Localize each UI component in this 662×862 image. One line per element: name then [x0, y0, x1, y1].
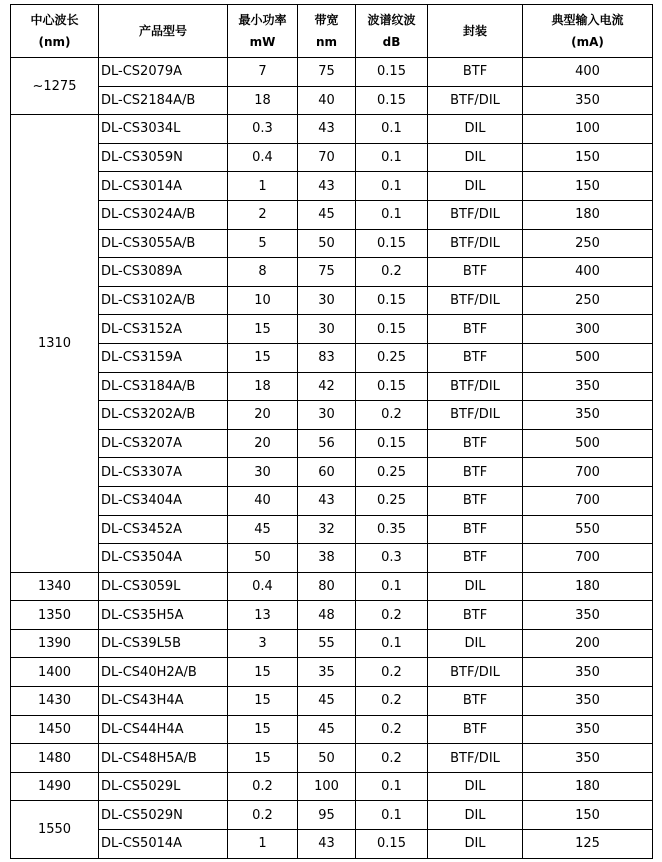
bandwidth-cell: 30: [298, 315, 356, 344]
min-power-cell: 13: [228, 601, 298, 630]
current-cell: 500: [523, 343, 653, 372]
table-row: [11, 572, 653, 601]
bandwidth-cell: 40: [298, 86, 356, 115]
header-bandwidth-line1: 带宽: [314, 13, 339, 27]
model-cell: DL-CS3207A: [99, 429, 228, 458]
ripple-cell: 0.15: [356, 830, 428, 859]
model-cell: DL-CS3034L: [99, 115, 228, 144]
model-cell: DL-CS2079A: [99, 58, 228, 87]
ripple-cell: 0.1: [356, 200, 428, 229]
ripple-cell: 0.1: [356, 572, 428, 601]
bandwidth-cell: 32: [298, 515, 356, 544]
wavelength-cell: 1350: [11, 601, 99, 630]
package-cell: BTF/DIL: [428, 401, 523, 430]
bandwidth-cell: 38: [298, 544, 356, 573]
header-ripple-line1: 波谱纹波: [367, 13, 416, 27]
table-row: [11, 286, 653, 315]
package-cell: BTF: [428, 687, 523, 716]
package-cell: BTF/DIL: [428, 229, 523, 258]
min-power-cell: 30: [228, 458, 298, 487]
min-power-cell: 45: [228, 515, 298, 544]
table-row: [11, 830, 653, 859]
current-cell: 150: [523, 143, 653, 172]
model-cell: DL-CS3504A: [99, 544, 228, 573]
min-power-cell: 15: [228, 343, 298, 372]
ripple-cell: 0.25: [356, 458, 428, 487]
min-power-cell: 15: [228, 687, 298, 716]
header-ripple-line2: dB: [382, 35, 401, 49]
min-power-cell: 15: [228, 715, 298, 744]
wavelength-cell: 1310: [11, 115, 99, 573]
bandwidth-cell: 43: [298, 486, 356, 515]
wavelength-cell: ~1275: [11, 58, 99, 115]
current-cell: 350: [523, 687, 653, 716]
table-row: [11, 715, 653, 744]
ripple-cell: 0.1: [356, 772, 428, 801]
package-cell: BTF: [428, 258, 523, 287]
table-row: [11, 601, 653, 630]
bandwidth-cell: 75: [298, 58, 356, 87]
min-power-cell: 0.3: [228, 115, 298, 144]
model-cell: DL-CS3024A/B: [99, 200, 228, 229]
table-row: [11, 744, 653, 773]
bandwidth-cell: 75: [298, 258, 356, 287]
table-row: [11, 372, 653, 401]
min-power-cell: 20: [228, 401, 298, 430]
table-row: [11, 629, 653, 658]
current-cell: 200: [523, 629, 653, 658]
current-cell: 180: [523, 572, 653, 601]
wavelength-cell: 1430: [11, 687, 99, 716]
header-current: [523, 5, 653, 58]
min-power-cell: 7: [228, 58, 298, 87]
model-cell: DL-CS3055A/B: [99, 229, 228, 258]
model-cell: DL-CS40H2A/B: [99, 658, 228, 687]
header-bandwidth: [298, 5, 356, 58]
current-cell: 100: [523, 115, 653, 144]
model-cell: DL-CS3307A: [99, 458, 228, 487]
header-row: [11, 5, 653, 58]
header-bandwidth-line2: nm: [315, 35, 338, 49]
package-cell: DIL: [428, 629, 523, 658]
current-cell: 700: [523, 544, 653, 573]
header-ripple: [356, 5, 428, 58]
bandwidth-cell: 30: [298, 286, 356, 315]
model-cell: DL-CS3014A: [99, 172, 228, 201]
ripple-cell: 0.2: [356, 687, 428, 716]
wavelength-cell: 1550: [11, 801, 99, 858]
ripple-cell: 0.2: [356, 258, 428, 287]
header-wavelength: [11, 5, 99, 58]
package-cell: BTF/DIL: [428, 744, 523, 773]
bandwidth-cell: 55: [298, 629, 356, 658]
model-cell: DL-CS5029L: [99, 772, 228, 801]
header-wavelength-line2: (nm): [38, 35, 71, 49]
table-row: [11, 401, 653, 430]
table-row: [11, 544, 653, 573]
current-cell: 350: [523, 601, 653, 630]
package-cell: DIL: [428, 143, 523, 172]
ripple-cell: 0.25: [356, 343, 428, 372]
bandwidth-cell: 45: [298, 715, 356, 744]
header-package-line1: 封装: [462, 24, 487, 38]
bandwidth-cell: 100: [298, 772, 356, 801]
ripple-cell: 0.2: [356, 401, 428, 430]
model-cell: DL-CS3159A: [99, 343, 228, 372]
ripple-cell: 0.25: [356, 486, 428, 515]
model-cell: DL-CS2184A/B: [99, 86, 228, 115]
package-cell: DIL: [428, 572, 523, 601]
ripple-cell: 0.15: [356, 86, 428, 115]
package-cell: BTF/DIL: [428, 200, 523, 229]
table-row: [11, 86, 653, 115]
min-power-cell: 3: [228, 629, 298, 658]
table-body: [11, 58, 653, 859]
current-cell: 250: [523, 286, 653, 315]
ripple-cell: 0.15: [356, 429, 428, 458]
min-power-cell: 50: [228, 544, 298, 573]
table-row: [11, 200, 653, 229]
model-cell: DL-CS3059N: [99, 143, 228, 172]
table-row: [11, 115, 653, 144]
table-row: [11, 58, 653, 87]
current-cell: 150: [523, 172, 653, 201]
ripple-cell: 0.15: [356, 58, 428, 87]
current-cell: 400: [523, 258, 653, 287]
current-cell: 350: [523, 86, 653, 115]
package-cell: BTF: [428, 58, 523, 87]
package-cell: BTF/DIL: [428, 372, 523, 401]
package-cell: BTF: [428, 544, 523, 573]
spec-table-container: [10, 4, 653, 859]
ripple-cell: 0.1: [356, 115, 428, 144]
min-power-cell: 8: [228, 258, 298, 287]
ripple-cell: 0.2: [356, 658, 428, 687]
package-cell: DIL: [428, 115, 523, 144]
current-cell: 350: [523, 401, 653, 430]
package-cell: DIL: [428, 801, 523, 830]
header-model-line1: 产品型号: [138, 24, 187, 38]
current-cell: 700: [523, 458, 653, 487]
current-cell: 180: [523, 772, 653, 801]
table-row: [11, 343, 653, 372]
header-wavelength-line1: 中心波长: [30, 13, 79, 27]
table-row: [11, 772, 653, 801]
model-cell: DL-CS3452A: [99, 515, 228, 544]
ripple-cell: 0.15: [356, 229, 428, 258]
ripple-cell: 0.2: [356, 715, 428, 744]
min-power-cell: 0.2: [228, 772, 298, 801]
model-cell: DL-CS3404A: [99, 486, 228, 515]
current-cell: 350: [523, 715, 653, 744]
bandwidth-cell: 43: [298, 115, 356, 144]
bandwidth-cell: 70: [298, 143, 356, 172]
model-cell: DL-CS3089A: [99, 258, 228, 287]
laser-spec-table: [10, 4, 653, 859]
min-power-cell: 5: [228, 229, 298, 258]
table-row: [11, 229, 653, 258]
bandwidth-cell: 42: [298, 372, 356, 401]
bandwidth-cell: 83: [298, 343, 356, 372]
ripple-cell: 0.15: [356, 315, 428, 344]
ripple-cell: 0.1: [356, 172, 428, 201]
ripple-cell: 0.1: [356, 629, 428, 658]
min-power-cell: 2: [228, 200, 298, 229]
package-cell: DIL: [428, 830, 523, 859]
table-row: [11, 458, 653, 487]
header-model: [99, 5, 228, 58]
table-row: [11, 258, 653, 287]
table-row: [11, 515, 653, 544]
model-cell: DL-CS39L5B: [99, 629, 228, 658]
header-min-power: [228, 5, 298, 58]
table-row: [11, 687, 653, 716]
table-row: [11, 658, 653, 687]
package-cell: BTF: [428, 458, 523, 487]
package-cell: BTF/DIL: [428, 86, 523, 115]
current-cell: 700: [523, 486, 653, 515]
bandwidth-cell: 30: [298, 401, 356, 430]
table-row: [11, 429, 653, 458]
wavelength-cell: 1400: [11, 658, 99, 687]
min-power-cell: 40: [228, 486, 298, 515]
model-cell: DL-CS3059L: [99, 572, 228, 601]
header-package: [428, 5, 523, 58]
header-min-power-line2: mW: [249, 35, 276, 49]
model-cell: DL-CS44H4A: [99, 715, 228, 744]
bandwidth-cell: 50: [298, 229, 356, 258]
header-current-line2: (mA): [571, 35, 604, 49]
package-cell: BTF: [428, 515, 523, 544]
current-cell: 350: [523, 744, 653, 773]
ripple-cell: 0.2: [356, 601, 428, 630]
ripple-cell: 0.35: [356, 515, 428, 544]
min-power-cell: 0.2: [228, 801, 298, 830]
ripple-cell: 0.15: [356, 372, 428, 401]
model-cell: DL-CS48H5A/B: [99, 744, 228, 773]
bandwidth-cell: 60: [298, 458, 356, 487]
package-cell: BTF: [428, 715, 523, 744]
header-current-line1: 典型输入电流: [551, 13, 624, 27]
current-cell: 400: [523, 58, 653, 87]
package-cell: DIL: [428, 772, 523, 801]
table-row: [11, 486, 653, 515]
wavelength-cell: 1450: [11, 715, 99, 744]
bandwidth-cell: 45: [298, 200, 356, 229]
current-cell: 125: [523, 830, 653, 859]
ripple-cell: 0.15: [356, 286, 428, 315]
table-header: [11, 5, 653, 58]
wavelength-cell: 1490: [11, 772, 99, 801]
current-cell: 300: [523, 315, 653, 344]
min-power-cell: 10: [228, 286, 298, 315]
bandwidth-cell: 35: [298, 658, 356, 687]
min-power-cell: 18: [228, 372, 298, 401]
min-power-cell: 18: [228, 86, 298, 115]
header-min-power-line1: 最小功率: [238, 13, 287, 27]
model-cell: DL-CS43H4A: [99, 687, 228, 716]
current-cell: 350: [523, 658, 653, 687]
bandwidth-cell: 45: [298, 687, 356, 716]
package-cell: BTF: [428, 486, 523, 515]
min-power-cell: 0.4: [228, 143, 298, 172]
bandwidth-cell: 43: [298, 830, 356, 859]
model-cell: DL-CS3202A/B: [99, 401, 228, 430]
bandwidth-cell: 50: [298, 744, 356, 773]
model-cell: DL-CS5029N: [99, 801, 228, 830]
package-cell: BTF: [428, 315, 523, 344]
wavelength-cell: 1390: [11, 629, 99, 658]
min-power-cell: 15: [228, 658, 298, 687]
table-row: [11, 315, 653, 344]
wavelength-cell: 1340: [11, 572, 99, 601]
bandwidth-cell: 48: [298, 601, 356, 630]
ripple-cell: 0.2: [356, 744, 428, 773]
min-power-cell: 20: [228, 429, 298, 458]
package-cell: BTF/DIL: [428, 658, 523, 687]
ripple-cell: 0.1: [356, 143, 428, 172]
package-cell: DIL: [428, 172, 523, 201]
model-cell: DL-CS3184A/B: [99, 372, 228, 401]
min-power-cell: 0.4: [228, 572, 298, 601]
bandwidth-cell: 56: [298, 429, 356, 458]
model-cell: DL-CS35H5A: [99, 601, 228, 630]
model-cell: DL-CS5014A: [99, 830, 228, 859]
min-power-cell: 15: [228, 315, 298, 344]
current-cell: 180: [523, 200, 653, 229]
model-cell: DL-CS3152A: [99, 315, 228, 344]
package-cell: BTF: [428, 343, 523, 372]
bandwidth-cell: 43: [298, 172, 356, 201]
current-cell: 250: [523, 229, 653, 258]
min-power-cell: 1: [228, 172, 298, 201]
current-cell: 550: [523, 515, 653, 544]
ripple-cell: 0.1: [356, 801, 428, 830]
model-cell: DL-CS3102A/B: [99, 286, 228, 315]
current-cell: 150: [523, 801, 653, 830]
table-row: [11, 143, 653, 172]
table-row: [11, 172, 653, 201]
bandwidth-cell: 80: [298, 572, 356, 601]
current-cell: 350: [523, 372, 653, 401]
package-cell: BTF/DIL: [428, 286, 523, 315]
ripple-cell: 0.3: [356, 544, 428, 573]
min-power-cell: 1: [228, 830, 298, 859]
current-cell: 500: [523, 429, 653, 458]
table-row: [11, 801, 653, 830]
bandwidth-cell: 95: [298, 801, 356, 830]
wavelength-cell: 1480: [11, 744, 99, 773]
min-power-cell: 15: [228, 744, 298, 773]
package-cell: BTF: [428, 601, 523, 630]
package-cell: BTF: [428, 429, 523, 458]
